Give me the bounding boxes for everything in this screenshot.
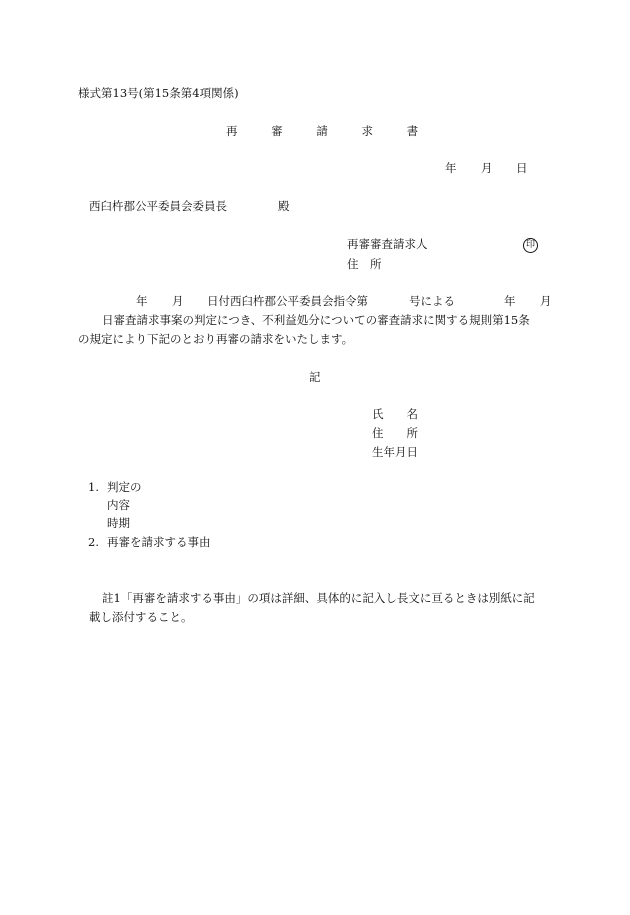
form-id: 様式第13号(第15条第4項関係) (78, 86, 239, 100)
title-char: 請 (316, 124, 328, 138)
body-line-2: 日審査請求事案の判定につき、不利益処分についての審査請求に関する規則第15条 (102, 313, 530, 327)
body-month: 月 (172, 294, 184, 308)
item-1-sub-timing: 時期 (107, 516, 130, 530)
seal-mark (523, 236, 538, 253)
title-char: 審 (271, 124, 283, 138)
body-year-2: 年 (504, 294, 516, 308)
requester-label: 再審審査請求人 (347, 237, 428, 251)
addressee-name: 西臼杵郡公平委員会委員長 (89, 199, 227, 213)
item-2-label: 再審を請求する事由 (107, 535, 211, 549)
addressee-honorific: 殿 (278, 199, 290, 213)
body-month-2: 月 (540, 294, 552, 308)
field-birthdate-label: 生年月日 (372, 445, 418, 459)
date-year: 年 (445, 161, 457, 175)
title-char: 書 (406, 124, 419, 138)
item-1-number: 1. (88, 480, 99, 494)
seal-icon: 印 (523, 238, 538, 253)
field-name-label: 氏 名 (372, 407, 418, 421)
item-1-sub-content: 内容 (107, 498, 130, 512)
title-char: 再 (226, 124, 238, 138)
title-char: 求 (361, 124, 373, 138)
document-title (226, 124, 418, 138)
date-month: 月 (481, 161, 493, 175)
body-year: 年 (136, 294, 148, 308)
requester-address-label: 住 所 (347, 257, 382, 271)
date-day: 日 (516, 161, 528, 175)
body-number-suffix: 号による (409, 294, 455, 308)
note-line-1: 註1「再審を請求する事由」の項は詳細、具体的に記入し長文に亘るときは別紙に記 (102, 591, 535, 605)
ki-heading: 記 (309, 370, 321, 384)
item-2-number: 2. (88, 535, 99, 549)
body-line-3: の規定により下記のとおり再審の請求をいたします。 (78, 332, 354, 346)
field-address-label: 住 所 (372, 426, 418, 440)
body-directive-text: 日付西臼杵郡公平委員会指令第 (207, 294, 368, 308)
note-line-2: 載し添付すること。 (89, 610, 193, 624)
item-1-label: 判定の (107, 480, 142, 494)
